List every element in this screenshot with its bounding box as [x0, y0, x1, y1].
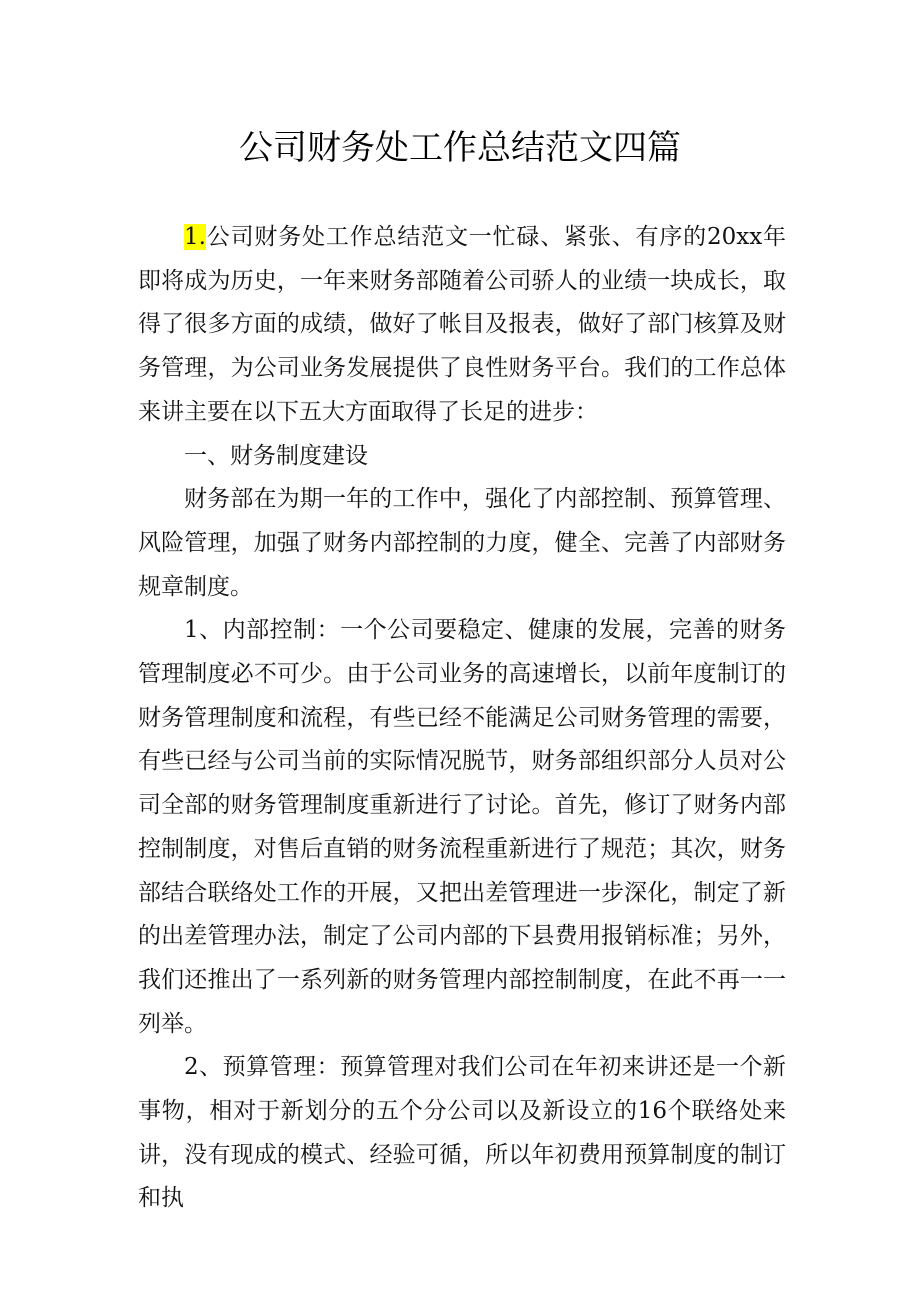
paragraph-financial-system: 财务部在为期一年的工作中，强化了内部控制、预算管理、风险管理，加强了财务内部控制的力度，健全、完善了内部财务规章制度。: [138, 486, 786, 600]
highlighted-number: 1.: [184, 224, 206, 250]
paragraph-intro: [138, 216, 786, 435]
paragraph-internal-control: 1、内部控制：一个公司要稳定、健康的发展，完善的财务管理制度必不可少。由于公司业务的高速增长，以前年度制订的财务管理制度和流程，有些已经不能满足公司财务管理的需要，有些已经与公司当前的实际情况脱节，财务部组织部分人员对公司全部的财务管理制度重新进行了讨论。首先，修订了财务内部控制制度，对售后直销的财务流程重新进行了规范；其次，财务部结合联络处工作的开展，又把出差管理进一步深化，制定了新的出差管理办法，制定了公司内部的下县费用报销标准；另外，我们还推出了一系列新的财务管理内部控制制度，在此不再一一列举。: [138, 617, 786, 1037]
paragraph-budget-management: 2、预算管理：预算管理对我们公司在年初来讲还是一个新事物，相对于新划分的五个分公司以及新设立的16个联络处来讲，没有现成的模式、经验可循，所以年初费用预算制度的制订和执: [138, 1054, 786, 1212]
paragraph-heading-financial-system: 一、财务制度建设: [184, 442, 368, 469]
paragraph-text: 公司财务处工作总结范文一忙碌、紧张、有序的20xx年即将成为历史，一年来财务部随着公司骄人的业绩一块成长，取得了很多方面的成绩，做好了帐目及报表，做好了部门核算及财务管理，为公司业务发展提供了良性财务平台。我们的工作总体来讲主要在以下五大方面取得了长足的进步：: [138, 224, 786, 425]
document-title: 公司财务处工作总结范文四篇: [239, 128, 681, 168]
document-body: [138, 216, 786, 1221]
